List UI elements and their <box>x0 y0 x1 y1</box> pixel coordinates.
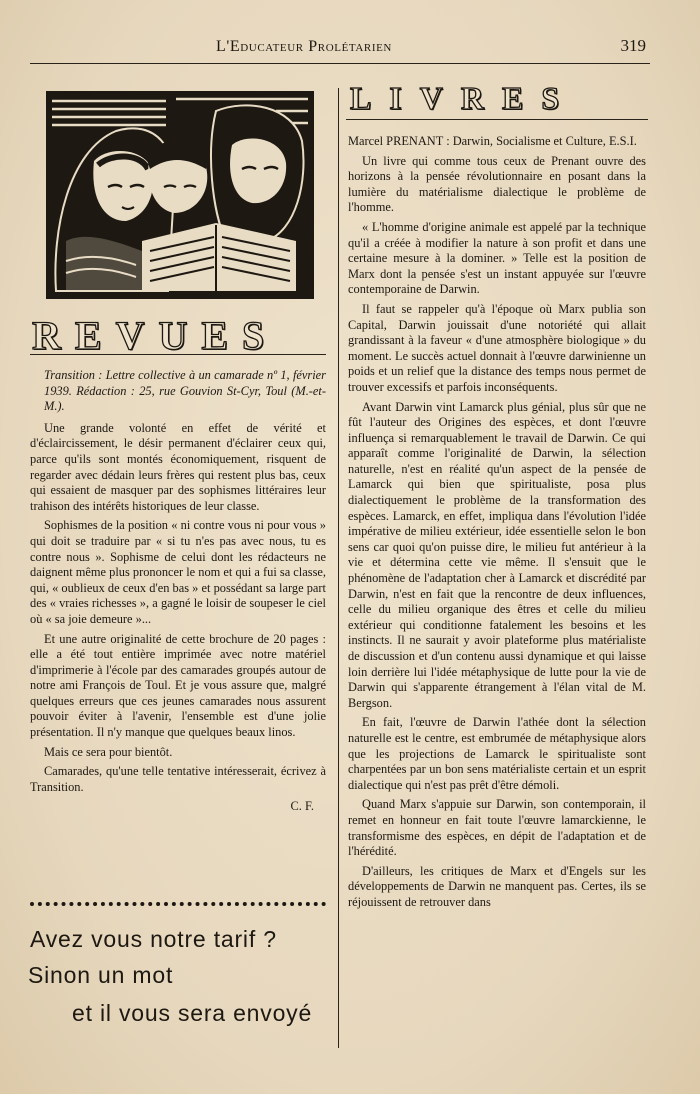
revues-paragraph: Camarades, qu'une telle tentative intéresserait, écrivez à Transition. <box>30 764 326 794</box>
running-header <box>30 34 650 64</box>
livres-column <box>348 134 646 915</box>
livres-paragraph: Avant Darwin vint Lamarck plus génial, plus sûr que ne fût l'auteur des Origines des espèces, et dont l'œuvre influença si remarquablement le travail de Darwin. Ce qui apparaît comme l'originalité de Darwin, la sélection naturelle, n'est en réalité qu'un aspect de la pensée de Lamarck qui bien que spiritualiste, posa plus dialectiquement le problème de la transformation des espèces. Lamarck, en effet, impliqua dans l'évolution l'idée impérative de milieu extérieur, idée essentielle selon le bon sens car quoi qu'on puisse dire, le milieu fut antérieur à la vie et détermina cette vie même. Il s'ensuit que le phénomène de l'adaptation cher à Lamarck et discrédité par Darwin, n'est en fait que la rencontre de deux influences, celle du milieu organique des êtres et celle du milieu extérieur qui conditionne fatalement les besoins et les instincts. Il ne saurait y avoir plateforme plus matérialiste de discussion et d'un contenu aussi dynamique et qui laisse loin derrière lui l'idée métaphysique de lutte pour la vie de Darwin qui s'apparente étrangement à l'élan vital de M. Bergson. <box>348 399 646 710</box>
page-number: 319 <box>620 36 646 55</box>
advert-line: Sinon un mot <box>28 962 174 988</box>
livres-paragraph: En fait, l'œuvre de Darwin l'athée dont la sélection naturelle est le centre, est embrumée de métaphysique alors que les projections de Lamarck le spiritualiste sont charpentées par un bon sens matérialiste certain et un esprit dialectique qui n'est pas prêt d'être démoli. <box>348 715 646 792</box>
revues-rule <box>30 354 326 355</box>
livres-paragraph: D'ailleurs, les critiques de Marx et d'Engels sur les développements de Darwin ne manquent pas. Certes, ils se réjouissent de retrouver dans <box>348 863 646 909</box>
advert-line: et il vous sera envoyé <box>72 1000 313 1026</box>
livres-heading: LIVRES <box>350 80 578 116</box>
revues-paragraph: Et une autre originalité de cette brochure de 20 pages : elle a été tout entière imprimée avec notre matériel d'imprimerie à l'école par des camarades groupés autour de notre ami François de Toul. Et je vous assure que, malgré quelques erreurs que ces jeunes camarades nous assurent pouvoir éviter à l'avenir, l'ensemble est d'une jolie présentation. Il n'y manque que quelques beaux linos. <box>30 631 326 740</box>
livres-paragraph: Un livre qui comme tous ceux de Prenant ouvre des horizons à la pensée révolutionnaire en posant dans la lumière du matérialisme dialectique le problème de l'homme. <box>348 153 646 215</box>
header-rule <box>30 63 650 64</box>
dotted-separator <box>30 902 326 906</box>
advert-line: Avez vous notre tarif ? <box>30 926 277 952</box>
woodcut-mother-and-child-reading-icon <box>46 91 314 299</box>
livres-paragraph: Quand Marx s'appuie sur Darwin, son contemporain, il remet en honneur en fait toute l'œuvre lamarckienne, le transformisme des espèces, en dépit de l'adaptation et de l'hérédité. <box>348 797 646 859</box>
revues-paragraph: Mais ce sera pour bientôt. <box>44 744 173 759</box>
revues-paragraph: Sophismes de la position « ni contre vous ni pour vous » qui doit se traduire par « si tu n'es pas avec nous, tu es contre nous ». Sophisme de celui dont les rédacteurs ne daignent même plus prononcer le nom et qui a fui sa classe, qui, « oublieux de ceux d'en bas » et possédant sa large part des « vraies richesses », a gagné le loisir de soupeser le ciel où « sa joie demeure »... <box>30 518 326 626</box>
livres-reference: Marcel PRENANT : Darwin, Socialisme et Culture, E.S.I. <box>348 134 637 148</box>
revues-reference: Transition : Lettre collective à un camarade nº 1, février 1939. Rédaction : 25, rue Gouvion St-Cyr, Toul (M.-et-M.). <box>44 368 326 414</box>
column-divider <box>338 88 339 1048</box>
journal-title: L'Educateur Prolétarien <box>216 38 392 55</box>
livres-rule <box>346 119 648 120</box>
livres-paragraph: « L'homme d'origine animale est appelé par la technique qu'il a créée à modifier la nature à son profit et dans une certaine mesure à la dominer. » Telle est la position de Marx dont la pensée s'est un instant appuyée sur l'œuvre contemporaine de Darwin. <box>348 219 646 297</box>
revues-heading: REVUES <box>32 313 279 358</box>
revues-column <box>30 368 326 815</box>
livres-paragraph: Il faut se rappeler qu'à l'époque où Marx publia son Capital, Darwin jouissait d'une notoriété qui allait grandissant à la faveur « d'une atmosphère biologique » du moment. Le succès actuel donnait à l'œuvre darwinienne un poids et un relief que la distance des temps nous permet de trouver excessifs et parfois inconséquents. <box>348 301 646 394</box>
revues-signature: C. F. <box>290 799 314 814</box>
revues-paragraph: Une grande volonté en effet de vérité et d'éclaircissement, le désir permanent d'éclairer ceux qui, parce qu'ils sont montés économiquement, risquent de regarder avec dédain leurs frères qui restent plus bas, ceux qui essaient de masquer par des sophismes littéraires leur trahison des intérêts historiques de leur classe. <box>30 420 326 513</box>
